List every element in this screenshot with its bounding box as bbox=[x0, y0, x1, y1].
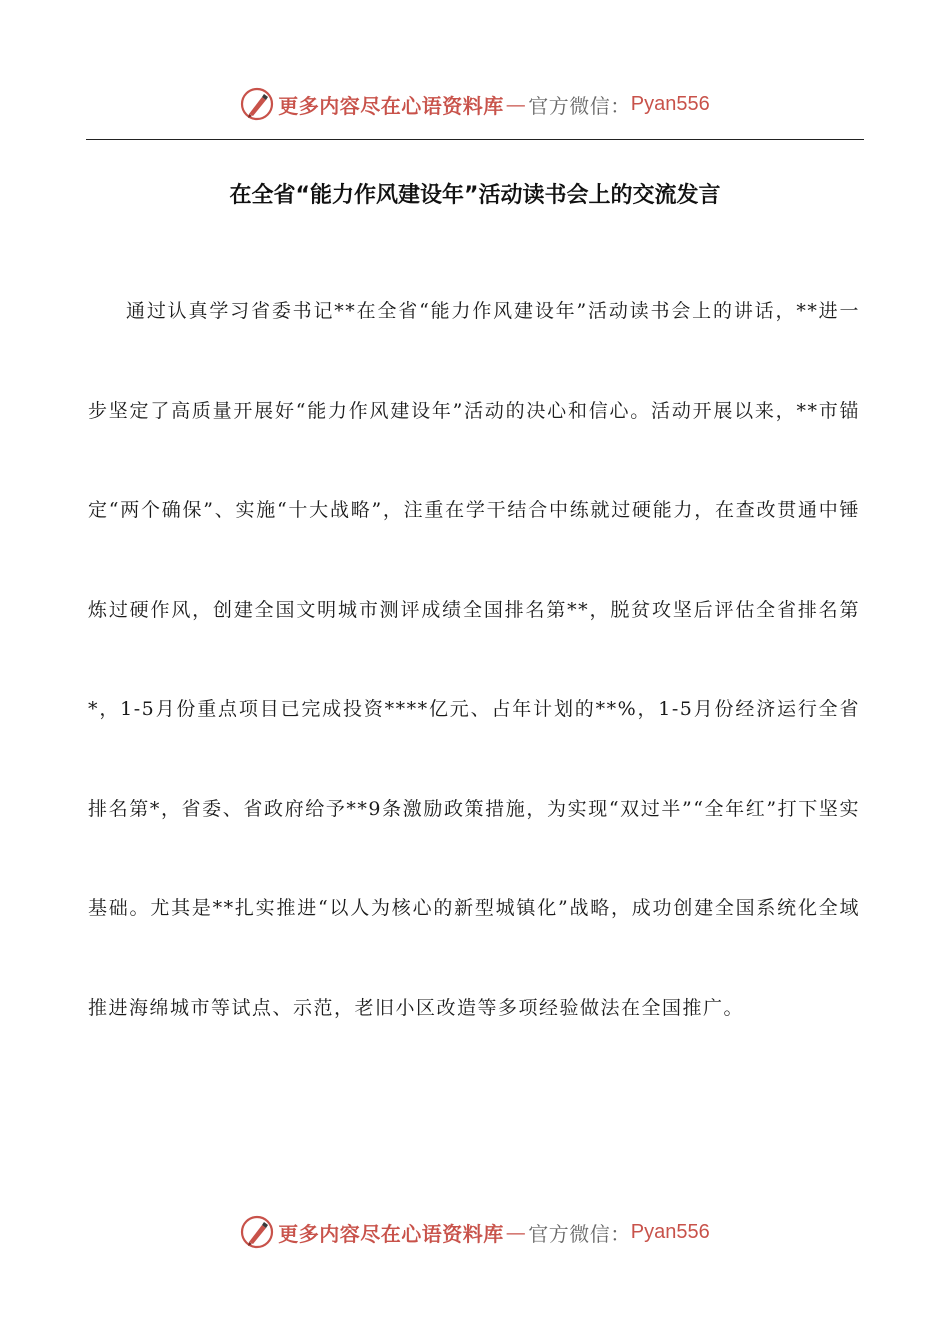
document-title: 在全省“能力作风建设年”活动读书会上的交流发言 bbox=[229, 183, 721, 208]
banner-wechat-id: Pyan556 bbox=[630, 92, 710, 115]
pen-logo-icon bbox=[240, 87, 274, 121]
banner-brand-text: 更多内容尽在心语资料库 bbox=[278, 1221, 504, 1246]
banner-dash: — bbox=[505, 1220, 527, 1244]
banner-wechat-label: 官方微信： bbox=[528, 1221, 631, 1246]
footer-banner bbox=[0, 1212, 950, 1252]
pen-logo-icon bbox=[240, 1215, 274, 1249]
header-divider bbox=[86, 139, 864, 140]
document-paragraph: 通过认真学习省委书记**在全省“能力作风建设年”活动读书会上的讲话，**进一步坚定了高质量开展好“能力作风建设年”活动的决心和信心。活动开展以来，**市锚定“两个确保”、实施“十大战略”，注重在学干结合中练就过硬能力，在查改贯通中锤炼过硬作风，创建全国文明城市测评成绩全国排名第**，脱贫攻坚后评估全省排名第*，1-5月份重点项目已完成投资****亿元、占年计划的**%，1-5月份经济运行全省排名第*，省委、省政府给予**9条激励政策措施，为实现“双过半”“全年红”打下坚实基础。尤其是**扎实推进“以人为核心的新型城镇化”战略，成功创建全国系统化全域推进海绵城市等试点、示范，老旧小区改造等多项经验做法在全国推广。 bbox=[88, 300, 860, 1019]
banner-wechat-id: Pyan556 bbox=[630, 1220, 710, 1243]
banner-wechat-label: 官方微信： bbox=[528, 93, 631, 118]
banner-dash: — bbox=[505, 92, 527, 116]
banner-brand-text: 更多内容尽在心语资料库 bbox=[278, 93, 504, 118]
header-banner bbox=[0, 84, 950, 124]
